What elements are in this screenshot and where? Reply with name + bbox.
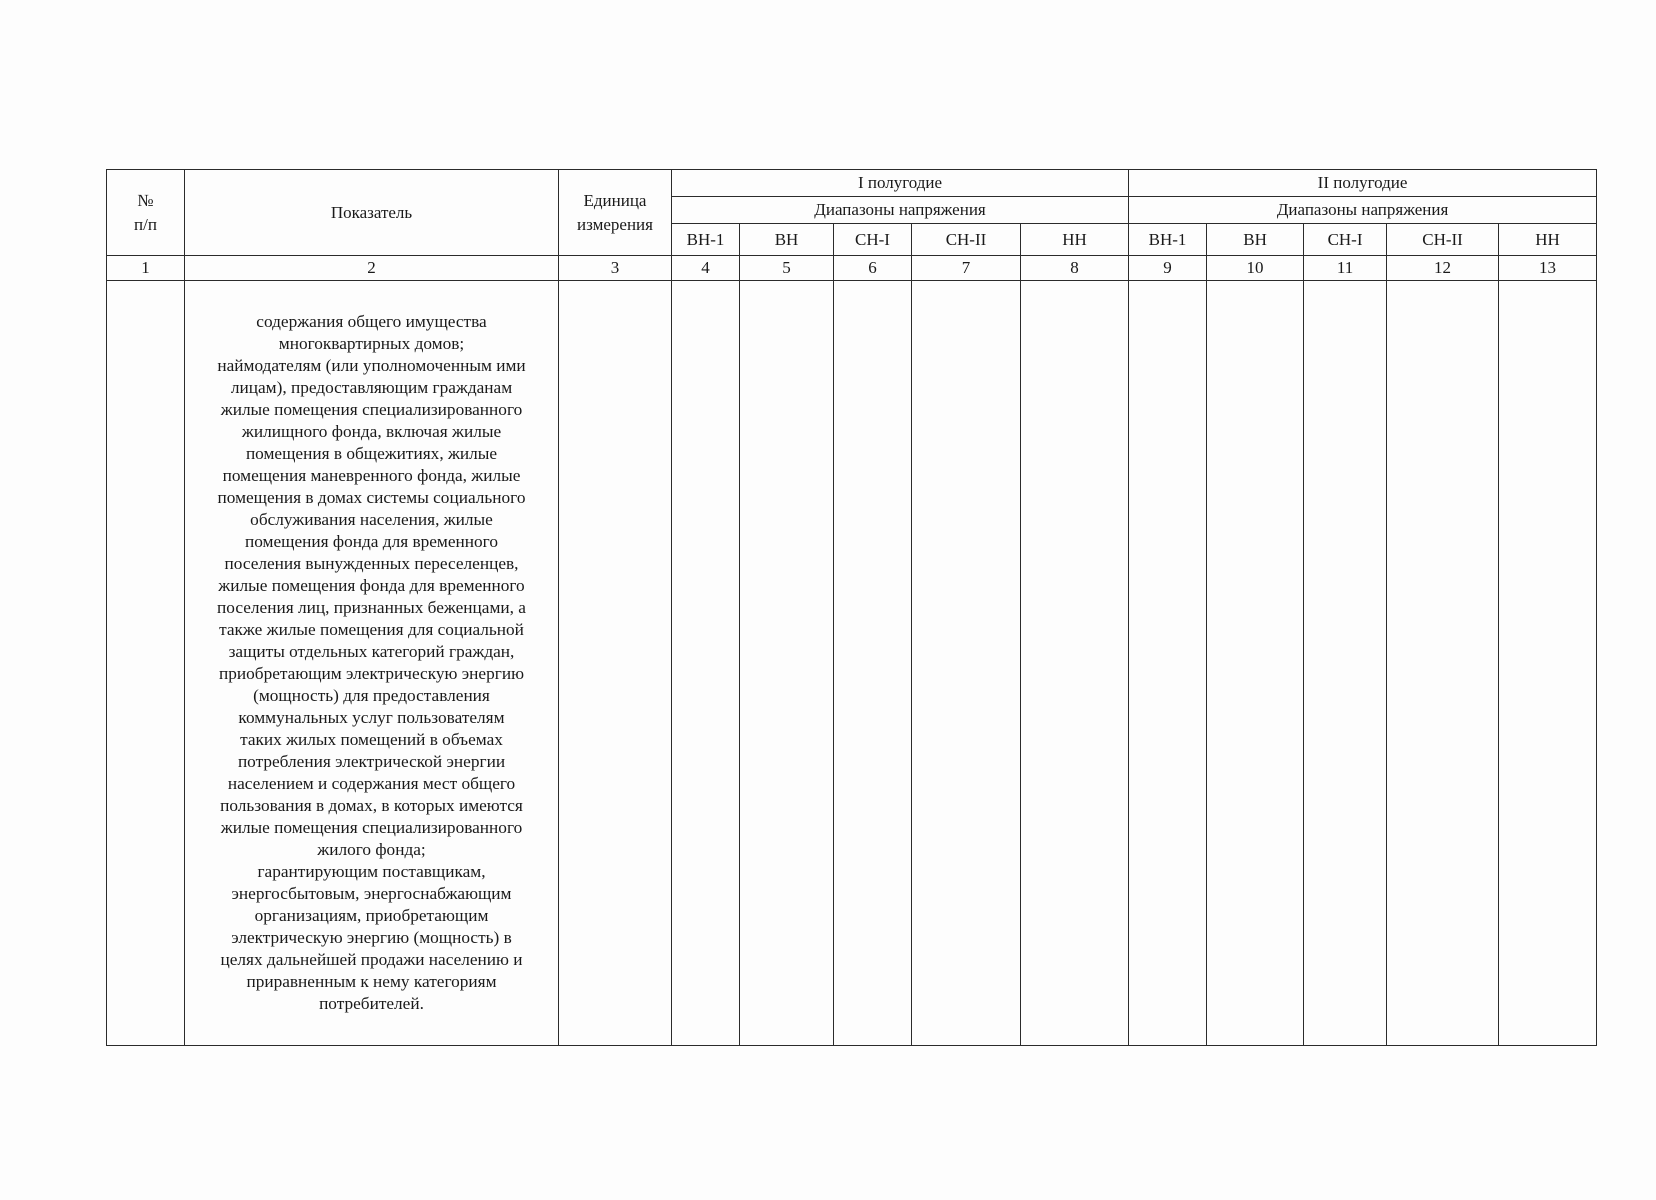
header-col-number — [107, 170, 185, 256]
column-number-row — [107, 256, 1597, 281]
indicator-line: потребления электрической энергии — [237, 752, 506, 771]
indicator-line: помещения маневренного фонда, жилые — [222, 466, 521, 485]
header-half-2: II полугодие — [1129, 170, 1597, 197]
column-number-cell: 2 — [185, 256, 559, 281]
column-number-cell: 8 — [1021, 256, 1129, 281]
row-value-cell — [740, 281, 834, 1046]
header-col-indicator: Показатель — [185, 170, 559, 256]
indicator-line: приравненным к нему категориям — [246, 972, 497, 991]
indicator-line: поселения лиц, признанных беженцами, а — [217, 598, 526, 617]
indicator-line: поселения вынужденных переселенцев, — [224, 554, 519, 573]
indicator-line: жилые помещения специализированного — [220, 400, 523, 419]
row-value-cell — [1207, 281, 1304, 1046]
header-range-cell: ВН-1 — [1129, 224, 1207, 256]
header-range-cell: ВН — [740, 224, 834, 256]
column-number-cell: 5 — [740, 256, 834, 281]
row-value-cell — [672, 281, 740, 1046]
indicator-line: населением и содержания мест общего — [227, 774, 516, 793]
row-unit-cell — [559, 281, 672, 1046]
indicator-line: наймодателям (или уполномоченным ими — [217, 356, 526, 375]
header-range-cell: СН-II — [912, 224, 1021, 256]
row-value-cell — [1387, 281, 1499, 1046]
row-value-cell — [1304, 281, 1387, 1046]
indicator-line: энергосбытовым, энергоснабжающим — [231, 884, 512, 903]
indicator-line: жилые помещения специализированного — [220, 818, 523, 837]
indicator-line: многоквартирных домов; — [278, 334, 465, 353]
indicator-line: также жилые помещения для социальной — [219, 620, 524, 639]
indicator-line: помещения фонда для временного — [245, 532, 498, 551]
row-indicator-text — [185, 311, 558, 1015]
row-indicator-cell — [185, 281, 559, 1046]
header-range-cell: СН-II — [1387, 224, 1499, 256]
column-number-cell: 7 — [912, 256, 1021, 281]
indicator-line: жилищного фонда, включая жилые — [241, 422, 502, 441]
column-number-cell: 3 — [559, 256, 672, 281]
row-value-cell — [1129, 281, 1207, 1046]
header-col-unit-label: Единица измерения — [577, 190, 653, 234]
header-voltage-ranges-1: Диапазоны напряжения — [672, 197, 1129, 224]
indicator-line: пользования в домах, в которых имеются — [220, 796, 523, 815]
indicator-line: помещения в общежитиях, жилые — [245, 444, 498, 463]
header-half-1: I полугодие — [672, 170, 1129, 197]
indicator-line: потребителей. — [319, 994, 424, 1013]
header-range-cell: ВН — [1207, 224, 1304, 256]
indicator-line: жилого фонда; — [317, 840, 426, 859]
column-number-cell: 1 — [107, 256, 185, 281]
indicator-line: обслуживания населения, жилые — [250, 510, 493, 529]
header-row-halves — [107, 170, 1597, 197]
indicator-line: помещения в домах системы социального — [217, 488, 526, 507]
column-number-cell: 12 — [1387, 256, 1499, 281]
column-number-cell: 11 — [1304, 256, 1387, 281]
indicator-line: таких жилых помещений в объемах — [240, 730, 503, 749]
indicator-line: защиты отдельных категорий граждан, — [228, 642, 515, 661]
header-col-number-label: № п/п — [134, 190, 157, 234]
indicator-line: гарантирующим поставщикам, — [257, 862, 486, 881]
header-voltage-ranges-2: Диапазоны напряжения — [1129, 197, 1597, 224]
header-col-unit — [559, 170, 672, 256]
column-number-cell: 6 — [834, 256, 912, 281]
row-number-cell — [107, 281, 185, 1046]
row-value-cell — [1021, 281, 1129, 1046]
header-range-cell: ВН-1 — [672, 224, 740, 256]
indicator-line: лицам), предоставляющим гражданам — [230, 378, 513, 397]
column-number-cell: 4 — [672, 256, 740, 281]
indicator-line: приобретающим электрическую энергию — [219, 664, 524, 683]
column-number-cell: 10 — [1207, 256, 1304, 281]
column-number-cell: 13 — [1499, 256, 1597, 281]
indicator-line: целях дальнейшей продажи населению и — [220, 950, 523, 969]
indicator-line: содержания общего имущества — [256, 312, 487, 331]
header-range-cell: СН-I — [834, 224, 912, 256]
row-value-cell — [1499, 281, 1597, 1046]
header-range-cell: НН — [1021, 224, 1129, 256]
header-range-cell: НН — [1499, 224, 1597, 256]
column-number-cell: 9 — [1129, 256, 1207, 281]
row-value-cell — [834, 281, 912, 1046]
indicator-line: (мощность) для предоставления — [253, 686, 490, 705]
tariff-table — [106, 169, 1597, 1046]
table-row — [107, 281, 1597, 1046]
indicator-line: электрическую энергию (мощность) в — [231, 928, 512, 947]
indicator-line: организациям, приобретающим — [254, 906, 489, 925]
row-value-cell — [912, 281, 1021, 1046]
indicator-line: жилые помещения фонда для временного — [218, 576, 525, 595]
header-range-cell: СН-I — [1304, 224, 1387, 256]
indicator-line: коммунальных услуг пользователям — [238, 708, 505, 727]
